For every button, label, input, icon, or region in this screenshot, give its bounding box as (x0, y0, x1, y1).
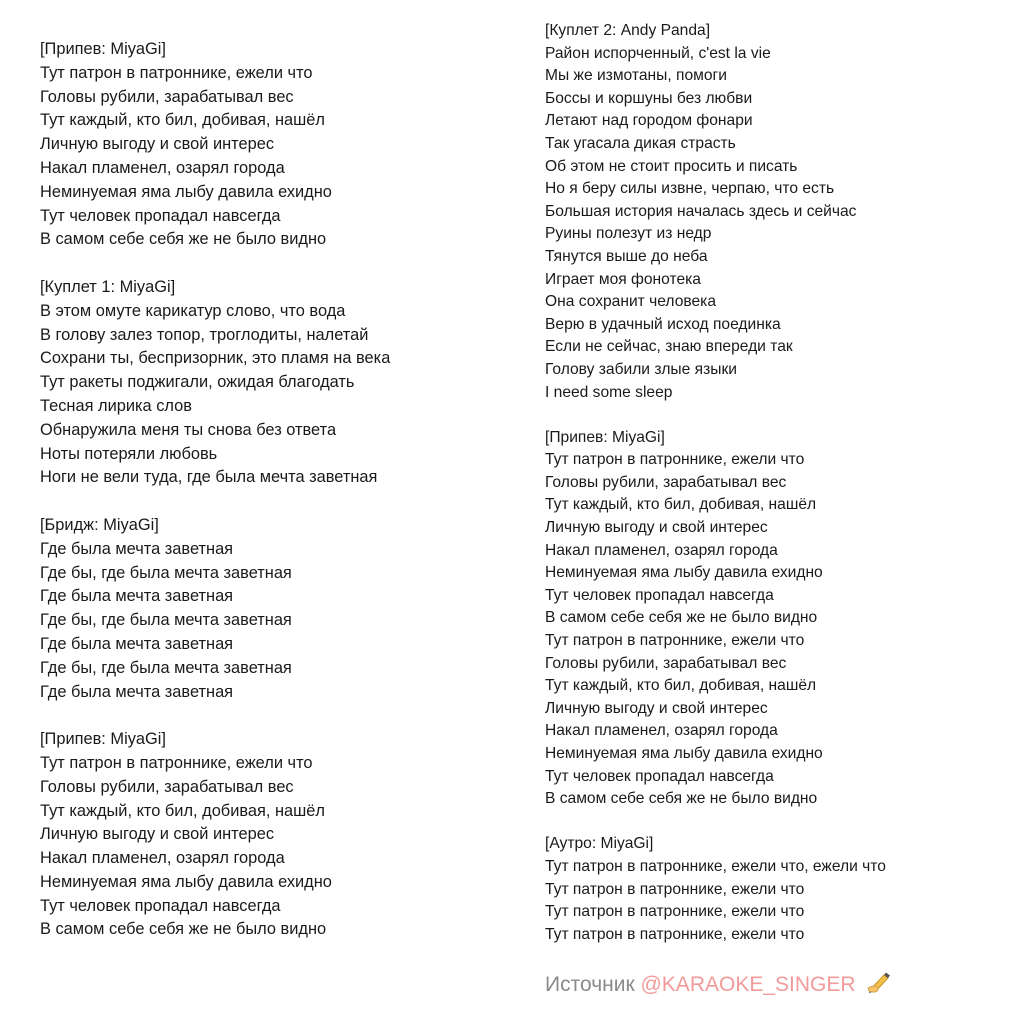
lyric-line: Личную выгоду и свой интерес (545, 699, 768, 717)
lyric-line: Головы рубили, зарабатывал вес (40, 777, 294, 796)
lyric-line: Тут патрон в патроннике, ежели что, ежели что (545, 857, 886, 875)
lyric-line: Головы рубили, зарабатывал вес (545, 473, 787, 491)
lyric-line: Тут каждый, кто бил, добивая, нашёл (40, 801, 325, 820)
lyric-line: Но я беру силы извне, черпаю, что есть (545, 180, 835, 198)
section-header: [Бридж: MiyaGi] (40, 515, 159, 534)
lyric-line: Тут каждый, кто бил, добивая, нашёл (545, 677, 817, 695)
lyric-line: Тут каждый, кто бил, добивая, нашёл (40, 111, 325, 130)
source-handle: @KARAOKE_SINGER (640, 973, 856, 996)
lyric-line: Боссы и коршуны без любви (545, 89, 753, 107)
lyric-line: В самом себе себя же не было видно (40, 230, 327, 249)
lyric-line: Голову забили злые языки (545, 360, 737, 378)
lyric-line: Тут патрон в патроннике, ежели что (545, 880, 805, 898)
lyric-line: Тут патрон в патроннике, ежели что (545, 903, 805, 921)
lyric-line: Где была мечта заветная (40, 682, 234, 701)
lyrics-section (40, 514, 390, 704)
lyric-line: Личную выгоду и свой интерес (545, 519, 768, 537)
lyric-line: Где была мечта заветная (40, 587, 234, 606)
lyric-line: Тут ракеты поджигали, ожидая благодать (40, 373, 355, 392)
lyric-line: Тут патрон в патроннике, ежели что (545, 451, 805, 469)
lyrics-section (545, 833, 886, 946)
lyric-line: Тут патрон в патроннике, ежели что (40, 753, 313, 772)
lyric-line: Где бы, где была мечта заветная (40, 611, 292, 630)
lyrics-section (545, 20, 886, 404)
lyric-line: В самом себе себя же не было видно (40, 920, 327, 939)
lyrics-section (40, 276, 390, 490)
lyrics-right-column (545, 20, 886, 946)
lyric-line: Тут патрон в патроннике, ежели что (545, 632, 805, 650)
lyrics-section (545, 427, 886, 811)
source-footer (545, 970, 893, 1000)
lyric-line: Верю в удачный исход поединка (545, 315, 781, 333)
lyric-line: Накал пламенел, озарял города (40, 849, 285, 868)
lyric-line: Где была мечта заветная (40, 539, 234, 558)
lyric-line: Где бы, где была мечта заветная (40, 563, 292, 582)
lyric-line: Тесная лирика слов (40, 396, 192, 415)
writing-hand-icon (867, 970, 893, 1000)
lyric-line: Район испорченный, c'est la vie (545, 44, 771, 62)
lyric-line: Обнаружила меня ты снова без ответа (40, 420, 337, 439)
lyric-line: В голову залез топор, троглодиты, налетай (40, 325, 369, 344)
lyric-line: Накал пламенел, озарял города (40, 158, 285, 177)
lyric-line: Неминуемая яма лыбу давила ехидно (545, 745, 823, 762)
section-header: [Аутро: MiyaGi] (545, 835, 654, 853)
lyric-line: Так угасала дикая страсть (545, 134, 736, 152)
lyric-line: Сохрани ты, беспризорник, это пламя на века (40, 349, 391, 368)
lyric-line: Ноги не вели туда, где была мечта заветная (40, 468, 378, 487)
lyric-line: Где бы, где была мечта заветная (40, 658, 292, 677)
lyric-line: Неминуемая яма лыбу давила ехидно (40, 872, 332, 891)
lyric-line: Головы рубили, зарабатывал вес (545, 654, 787, 672)
lyric-line: Играет моя фонотека (545, 270, 701, 288)
lyric-line: Тут человек пропадал навсегда (40, 896, 281, 915)
lyric-line: Тут человек пропадал навсегда (545, 586, 774, 604)
lyrics-left-column (40, 38, 390, 942)
lyric-line: Руины полезут из недр (545, 225, 712, 243)
lyric-line: Тут каждый, кто бил, добивая, нашёл (545, 496, 817, 514)
lyric-line: Накал пламенел, озарял города (545, 541, 778, 559)
lyrics-section (40, 728, 390, 942)
lyric-line: В самом себе себя же не было видно (545, 609, 818, 627)
lyric-line: Головы рубили, зарабатывал вес (40, 87, 294, 106)
lyric-line: Она сохранит человека (545, 293, 716, 311)
section-header: [Припев: MiyaGi] (40, 730, 166, 749)
lyric-line: Большая история началась здесь и сейчас (545, 202, 857, 220)
lyric-line: Неминуемая яма лыбу давила ехидно (40, 182, 332, 201)
lyric-line: Мы же измотаны, помоги (545, 67, 727, 85)
lyric-line: Личную выгоду и свой интерес (40, 825, 275, 844)
lyric-line: Накал пламенел, озарял города (545, 722, 778, 740)
lyric-line: Тут патрон в патроннике, ежели что (545, 925, 805, 943)
lyrics-section (40, 38, 390, 252)
lyric-line: Личную выгоду и свой интерес (40, 135, 275, 154)
lyric-line: Неминуемая яма лыбу давила ехидно (545, 564, 823, 582)
lyric-line: Где была мечта заветная (40, 634, 234, 653)
lyric-line: В самом себе себя же не было видно (545, 790, 818, 808)
lyric-line: Ноты потеряли любовь (40, 444, 218, 463)
lyric-line: I need some sleep (545, 383, 673, 401)
source-label: Источник (545, 973, 641, 996)
lyric-line: Тут человек пропадал навсегда (545, 767, 774, 785)
section-header: [Припев: MiyaGi] (545, 428, 665, 446)
lyric-line: Летают над городом фонари (545, 112, 753, 130)
lyric-line: Если не сейчас, знаю впереди так (545, 338, 793, 356)
section-header: [Припев: MiyaGi] (40, 40, 166, 58)
section-header: [Куплет 2: Andy Panda] (545, 22, 711, 39)
lyric-line: Тут человек пропадал навсегда (40, 206, 281, 225)
section-header: [Куплет 1: MiyaGi] (40, 277, 176, 296)
lyric-line: Тут патрон в патроннике, ежели что (40, 63, 313, 82)
lyric-line: Об этом не стоит просить и писать (545, 157, 798, 175)
lyric-line: Тянутся выше до неба (545, 247, 708, 265)
lyric-line: В этом омуте карикатур слово, что вода (40, 301, 346, 320)
